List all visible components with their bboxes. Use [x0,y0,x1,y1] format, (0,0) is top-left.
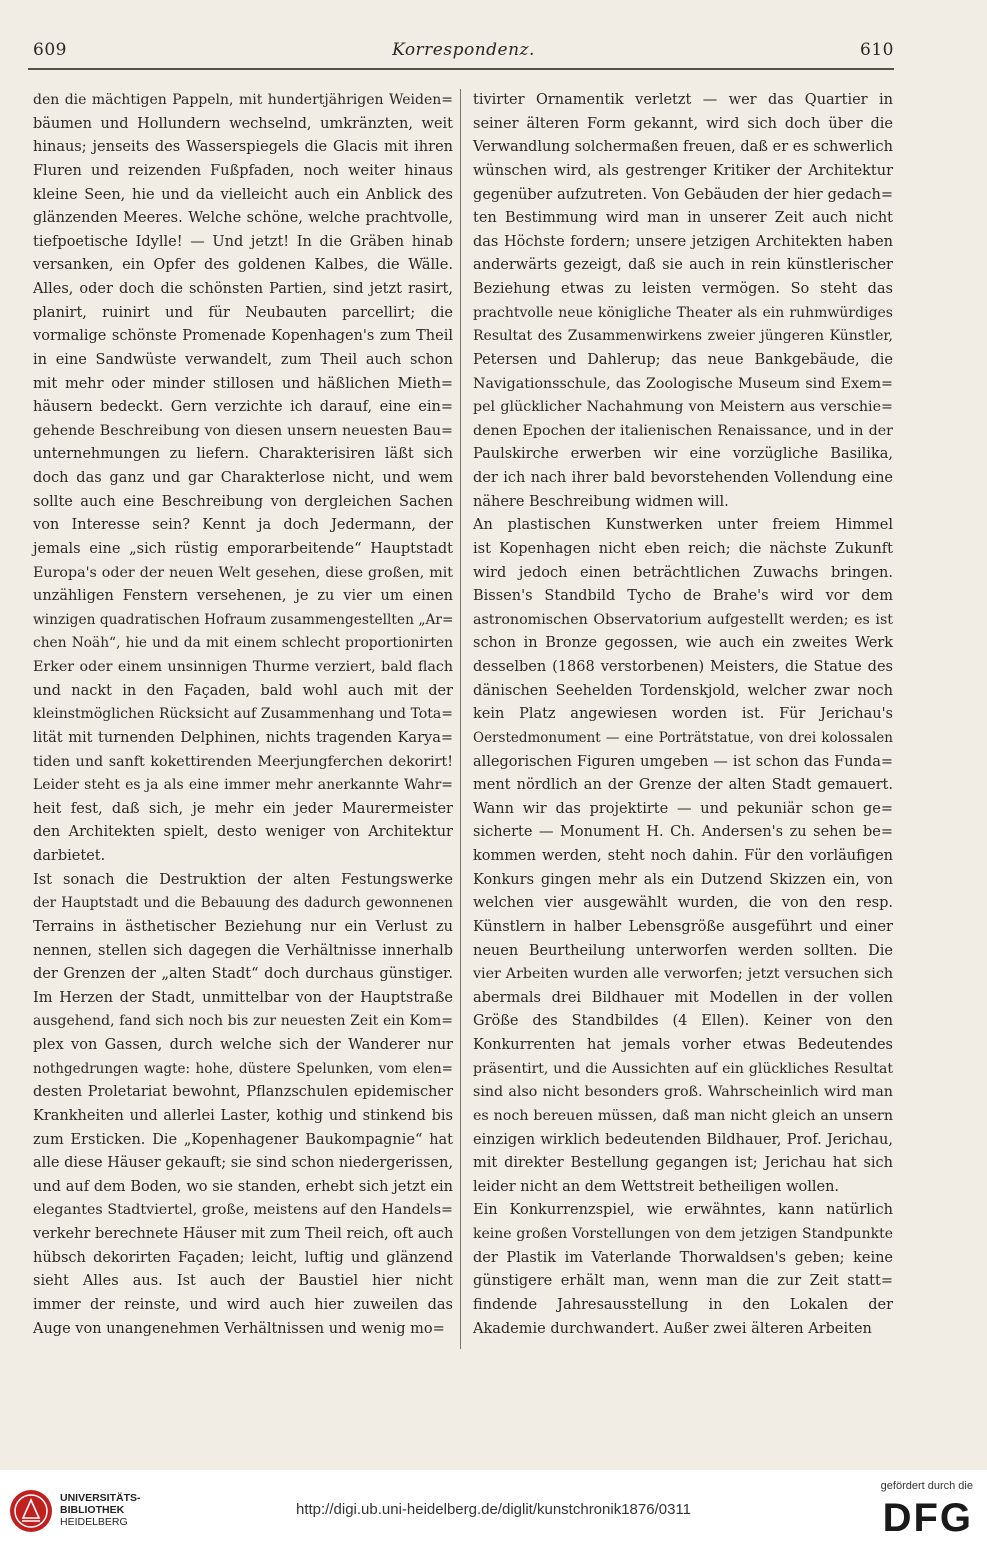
page-header [33,40,894,66]
text-line: Künstlern in halber Lebensgröße ausgeführt und einer [473,918,893,935]
text-line: in eine Sandwüste verwandelt, zum Theil auch schon [33,351,453,368]
library-line-2: BIBLIOTHEK [60,1504,125,1516]
text-line: Leider steht es ja als eine immer mehr anerkannte Wahr= [33,777,453,794]
text-line: neuen Beurtheilung unterworfen werden sollten. Die [473,942,893,959]
text-line: und nackt in den Façaden, bald wohl auch mit der [33,682,453,699]
text-line: sind also nicht besonders groß. Wahrscheinlich wird man [473,1084,893,1101]
text-line: sollte auch eine Beschreibung von dergleichen Sachen [33,493,453,510]
text-line: Petersen und Dahlerup; das neue Bankgebäude, die [473,351,893,368]
text-line: günstigere erhält man, wenn man die zur Zeit statt= [473,1273,893,1290]
text-line: denen Epochen der italienischen Renaissance, und in der [473,422,893,439]
text-line: vormalige schönste Promenade Kopenhagen's zum Theil [33,328,453,345]
text-line: Konkurrenten hat jemals vorher etwas Bedeutendes [473,1037,893,1053]
page-number-left: 609 [33,40,67,60]
text-line: und auf dem Boden, wo sie standen, erhebt sich jetzt ein [33,1178,453,1195]
text-line: sieht Alles aus. Ist auch der Baustiel hier nicht [33,1273,453,1290]
right-column [473,89,893,1341]
text-line: elegantes Stadtviertel, große, meistens auf den Handels= [33,1202,453,1219]
funded-by-label: gefördert durch die [880,1480,973,1492]
running-head: Korrespondenz. [392,40,535,60]
text-line: ausgehend, fand sich noch bis zur neuesten Zeit ein Kom= [33,1013,453,1030]
text-line: präsentirt, und die Aussichten auf ein glückliches Resultat [473,1060,893,1077]
text-line: Akademie durchwandert. Außer zwei älteren Arbeiten [473,1320,872,1337]
text-line: der Hauptstadt und die Bebauung des dadurch gewonnenen [33,895,453,912]
text-line: jemals eine „sich rüstig emporarbeitende“ Hauptstadt [33,540,453,557]
text-line: Auge von unangenehmen Verhältnissen und wenig mo= [33,1320,445,1337]
text-line: lität mit turnenden Delphinen, nichts tragenden Karya= [33,729,453,746]
source-url-link[interactable]: http://digi.ub.uni-heidelberg.de/diglit/kunstchronik1876/0311 [296,1501,691,1518]
header-rule [28,68,894,70]
text-line: abermals drei Bildhauer mit Modellen in der vollen [473,989,893,1006]
text-line: kommen werden, steht noch dahin. Für den vorläufigen [473,848,893,864]
library-line-3: HEIDELBERG [60,1516,128,1528]
text-line: allegorischen Figuren umgeben — ist schon das Funda= [473,753,893,770]
text-line: Oerstedmonument — eine Porträtstatue, von drei kolossalen [473,729,893,746]
text-line: Verwandlung solchermaßen freuen, daß er es schwerlich [473,139,893,156]
text-line: Konkurs gingen mehr als ein Dutzend Skizzen ein, von [473,871,893,888]
text-line: verkehr berechnete Häuser mit zum Theil reich, oft auch [33,1226,454,1242]
text-line: unzähligen Fenstern versehenen, je zu vier um einen [33,588,453,605]
text-line: darbietet. [33,848,106,864]
text-line: welchen vier ausgewählt wurden, die von den resp. [473,895,893,912]
text-line: chen Noäh“, hie und da mit einem schlecht proportionirten [33,635,453,652]
text-line: Erker oder einem unsinnigen Thurme verziert, bald flach [33,659,453,675]
footer-bar [0,1470,987,1553]
left-column [33,89,453,1341]
text-line: Terrains in ästhetischer Beziehung nur ein Verlust zu [33,918,453,935]
text-line: häusern bedeckt. Gern verzichte ich darauf, eine ein= [33,399,453,416]
text-line: Navigationsschule, das Zoologische Museum sind Exem= [473,375,893,392]
text-line: schon in Bronze gegossen, wie auch ein zweites Werk [473,635,893,652]
text-line: winzigen quadratischen Hofraum zusammengestellten „Ar= [33,611,454,628]
text-line: es noch bereuen müssen, daß man nicht gleich an unsern [473,1107,893,1124]
text-line: doch das ganz und gar Charakterlose nicht, und wem [33,470,453,486]
text-line: tiefpoetische Idylle! — Und jetzt! In die Gräben hinab [33,233,453,250]
text-line: unternehmungen zu liefern. Charakterisiren läßt sich [33,446,453,463]
text-line: Ist sonach die Destruktion der alten Festungswerke [33,871,453,888]
text-line: Bissen's Standbild Tycho de Brahe's wird vor dem [473,588,893,605]
text-line: glänzenden Meeres. Welche schöne, welche prachtvolle, [33,210,453,227]
text-line: einzigen wirklich bedeutenden Bildhauer, Prof. Jerichau, [473,1131,893,1148]
library-line-1: UNIVERSITÄTS- [60,1492,141,1504]
text-line: der ich nach ihrer bald bevorstehenden Vollendung eine [473,470,893,486]
text-line: kleine Seen, hie und da vielleicht auch ein Anblick des [33,186,453,203]
text-line: versanken, ein Opfer des goldenen Kalbes, die Wälle. [33,257,453,274]
text-line: heit fest, daß sich, je mehr ein jeder Maurermeister [33,800,453,817]
text-line: nennen, stellen sich dagegen die Verhältnisse innerhalb [33,942,453,959]
text-line: nähere Beschreibung widmen will. [473,493,729,510]
text-line: ten Bestimmung wird man in unserer Zeit auch nicht [473,210,893,227]
text-line: wünschen wird, als gestrenger Kritiker der Architektur [473,162,893,179]
text-line: desten Proletariat bewohnt, Pflanzschulen epidemischer [33,1084,453,1101]
text-line: ist Kopenhagen nicht eben reich; die nächste Zukunft [473,540,893,557]
text-line: alle diese Häuser gekauft; sie sind schon niedergerissen, [33,1155,454,1172]
text-line: Beziehung etwas zu leisten vermögen. So steht das [473,281,893,297]
text-line: Resultat des Zusammenwirkens zweier jüngeren Künstler, [473,328,893,345]
text-line: der Grenzen der „alten Stadt“ doch durchaus günstiger. [33,966,453,983]
text-line: bäumen und Hollundern wechselnd, umkränzten, weit [33,115,453,132]
text-line: prachtvolle neue königliche Theater als ein ruhmwürdiges [473,304,893,321]
text-line: von Interesse sein? Kennt ja doch Jedermann, der [33,517,453,534]
text-line: der Plastik im Vaterlande Thorwaldsen's geben; keine [473,1249,893,1266]
dfg-logo: DFG [882,1496,973,1540]
text-line: keine großen Vorstellungen von dem jetzigen Standpunkte [473,1226,893,1242]
text-line: planirt, ruinirt und für Neubauten parcellirt; die [33,304,453,321]
text-line: kein Platz angewiesen worden ist. Für Jerichau's [473,706,893,723]
text-line: den die mächtigen Pappeln, mit hundertjährigen Weiden= [33,92,453,108]
text-line: Paulskirche erwerben wir eine vorzügliche Basilika, [473,446,893,463]
text-line: Krankheiten und allerlei Laster, kothig und stinkend bis [33,1107,453,1124]
text-line: dänischen Seehelden Tordenskjold, welcher zwar noch [473,682,893,699]
text-line: zum Ersticken. Die „Kopenhagener Baukompagnie“ hat [33,1131,453,1148]
text-line: vier Arbeiten wurden alle verworfen; jetzt versuchen sich [473,966,893,983]
text-line: gehende Beschreibung von diesen unsern neuesten Bau= [33,422,453,439]
text-line: plex von Gassen, durch welche sich der Wanderer nur [33,1037,453,1053]
text-line: Alles, oder doch die schönsten Partien, sind jetzt rasirt, [33,281,453,297]
text-line: leider nicht an dem Wettstreit betheiligen wollen. [473,1178,840,1195]
text-line: wird jedoch einen beträchtlichen Zuwachs bringen. [473,564,893,581]
text-line: kleinstmöglichen Rücksicht auf Zusammenhang und Tota= [33,706,453,723]
text-line: immer der reinste, und wird auch hier zuweilen das [33,1296,453,1313]
text-line: desselben (1868 verstorbenen) Meisters, die Statue des [473,659,893,675]
text-line: An plastischen Kunstwerken unter freiem Himmel [473,517,893,534]
text-line: gegenüber aufzutreten. Von Gebäuden der hier gedach= [473,186,893,203]
text-line: hübsch dekorirten Façaden; leicht, luftig und glänzend [33,1249,453,1266]
text-line: Europa's oder der neuen Welt gesehen, diese großen, mit [33,564,453,581]
text-line: mit mehr oder minder stillosen und häßlichen Mieth= [33,375,453,392]
text-line: das Höchste fordern; unsere jetzigen Architekten haben [473,233,893,250]
text-line: den Architekten spielt, desto weniger von Architektur [33,824,453,841]
text-line: findende Jahresausstellung in den Lokalen der [473,1296,893,1313]
text-line: Im Herzen der Stadt, unmittelbar von der Hauptstraße [33,989,453,1006]
text-line: mit direkter Bestellung gegangen ist; Jerichau hat sich [473,1155,893,1172]
text-line: ment nördlich an der Grenze der alten Stadt gemauert. [473,777,893,794]
text-line: sicherte — Monument H. Ch. Andersen's zu sehen be= [473,824,893,841]
text-line: tiden und sanft kokettirenden Meerjungferchen dekorirt! [33,753,453,770]
text-line: nothgedrungen wagte: hohe, düstere Spelunken, vom elen= [33,1060,453,1077]
text-line: astronomischen Observatorium aufgestellt werden; es ist [473,611,893,628]
text-line: Größe des Standbildes (4 Ellen). Keiner von den [473,1013,893,1030]
text-line: seiner älteren Form gekannt, wird sich doch über die [473,115,893,132]
text-line: pel glücklicher Nachahmung von Meistern aus verschie= [473,399,893,416]
text-line: Fluren und reizenden Fußpfaden, noch weiter hinaus [33,162,453,179]
text-line: hinaus; jenseits des Wasserspiegels die Glacis mit ihren [33,139,453,156]
column-divider [460,89,461,1349]
text-line: tivirter Ornamentik verletzt — wer das Quartier in [473,92,893,108]
text-line: Ein Konkurrenzspiel, wie erwähntes, kann natürlich [473,1202,893,1219]
page-number-right: 610 [860,40,894,60]
text-line: Wann wir das projektirte — und pekuniär schon ge= [473,800,893,817]
text-line: anderwärts gezeigt, daß sie auch in rein künstlerischer [473,257,893,274]
